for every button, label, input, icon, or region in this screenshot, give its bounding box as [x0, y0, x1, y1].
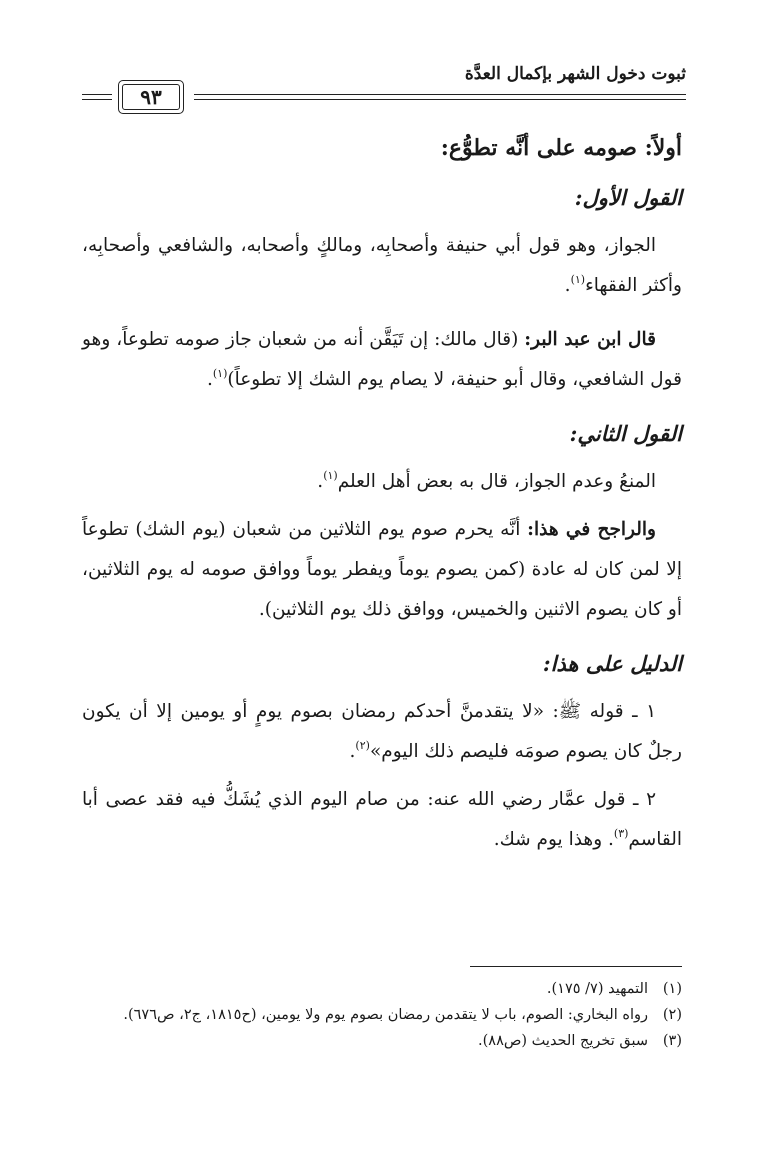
footnote: (١) التمهيد (٧/ ١٧٥).: [546, 981, 682, 997]
preferred-view: والراجح في هذا: أنَّه يحرم صوم يوم الثلاثين من شعبان (يوم الشك) تطوعاً إلا لمن كان له عادة (كمن يصوم يوماً ويفطر يوماً ووافق صومه له يوم الثلاثين، أو كان يصوم الاثنين والخميس، ووافق ذلك يوم الثلاثين).: [82, 519, 682, 620]
footnote: (٣) سبق تخريج الحديث (ص٨٨).: [478, 1033, 682, 1049]
first-opinion-text: الجواز، وهو قول أبي حنيفة وأصحابِه، ومالكٍ وأصحابه، والشافعي وأصحابِه، وأكثر الفقهاء$^{(١)}$.: [82, 235, 682, 296]
header-rule-left: [82, 94, 112, 100]
footnote-ref[interactable]: (١): [212, 367, 228, 380]
page-number: ٩٣: [118, 80, 184, 114]
evidence-item-2: ٢ ـ قول عمَّار رضي الله عنه: من صام اليوم الذي يُشَكُّ فيه فقد عصى أبا القاسم$^{(٣)}$. وهذا يوم شك.: [82, 789, 682, 850]
ibn-abd-albarr-quote: قال ابن عبد البر: (قال مالك: إن تَيَقَّن أنه من شعبان جاز صومه تطوعاً، وهو قول الشافعي، وقال أبو حنيفة، لا يصام يوم الشك إلا تطوعاً)$^{(١)}$.: [82, 329, 682, 390]
evidence-item-1: ١ ـ قوله ﷺ: «لا يتقدمنَّ أحدكم رمضان بصوم يومٍ أو يومين إلا أن يكون رجلٌ كان يصوم صومَه فليصم ذلك اليوم»$^{(٢)}$.: [82, 701, 682, 762]
footnote-ref[interactable]: (١): [323, 469, 338, 482]
main-text: [82, 126, 682, 860]
footnote-separator: [470, 966, 682, 967]
evidence-heading: الدليل على هذا:: [542, 651, 682, 676]
second-opinion-text: المنعُ وعدم الجواز، قال به بعض أهل العلم$^{(١)}$.: [317, 469, 656, 492]
second-opinion-heading: القول الثاني:: [569, 421, 682, 446]
running-title: ثبوت دخول الشهر بإكمال العدَّة: [464, 64, 686, 84]
footnotes: [82, 976, 682, 1054]
footnote: (٢) رواه البخاري: الصوم، باب لا يتقدمن رمضان بصوم يوم ولا يومين، (ح١٨١٥، ج٢، ص٦٧٦).: [123, 1007, 682, 1023]
header-rule-right: [194, 94, 686, 100]
section-heading: أولاً: صومه على أنَّه تطوُّع:: [440, 135, 682, 161]
footnote-ref[interactable]: (٣): [613, 827, 629, 840]
footnote-ref[interactable]: (٢): [355, 739, 370, 752]
page-header: [82, 60, 686, 120]
footnote-ref[interactable]: (١): [570, 273, 586, 286]
first-opinion-heading: القول الأول:: [574, 185, 682, 210]
